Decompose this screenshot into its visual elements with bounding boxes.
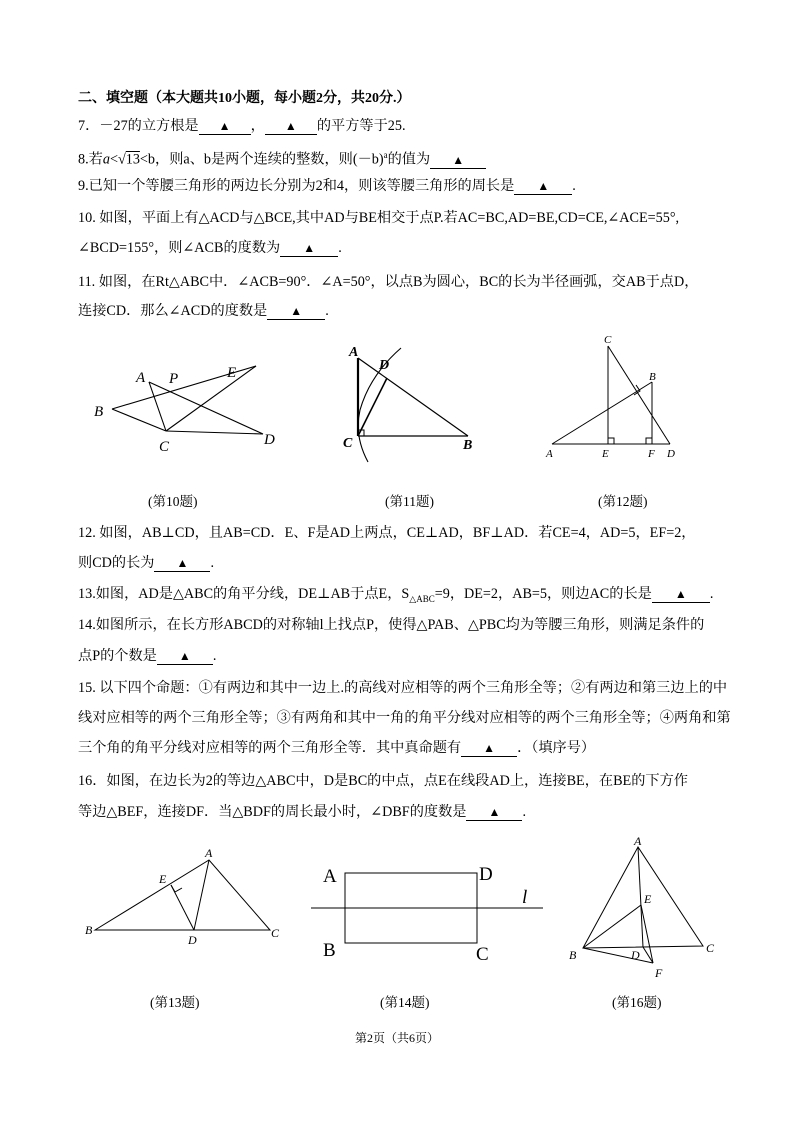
- q13-text-a: 13.如图，AD是△ABC的角平分线，DE⊥AB于点E，S: [78, 586, 410, 602]
- q15-answer-blank[interactable]: [461, 740, 517, 757]
- segment-bf: [583, 948, 653, 963]
- caption-figure-14: (第14题): [380, 995, 430, 1010]
- label-e: E: [644, 892, 652, 906]
- figure-16: [565, 835, 725, 985]
- label-b: B: [649, 371, 656, 383]
- q13-subscript: △ABC: [409, 593, 435, 604]
- q8-exponent: a: [383, 150, 388, 160]
- question-7: [78, 116, 406, 136]
- question-15-line-2: 线对应相等的两个三角形全等；③有两角和其中一角的角平分线对应相等的两个三角形全等；④两角和第: [78, 710, 731, 726]
- caption-figure-16: (第16题): [612, 995, 662, 1010]
- question-12-line-1: 12. 如图，AB⊥CD，且AB=CD．E、F是AD上两点，CE⊥AD，BF⊥AD．若CE=4，AD=5，EF=2，: [78, 525, 696, 541]
- q13-answer-blank[interactable]: [652, 586, 710, 603]
- label-a: A: [136, 370, 146, 386]
- question-14-line-2: [78, 646, 216, 666]
- question-16-line-1: 16．如图，在边长为2的等边△ABC中，D是BC的中点，点E在线段AD上，连接BE，在BE的下方作: [78, 773, 688, 789]
- q12-text-a: 则CD的长为: [78, 555, 155, 571]
- segment-ce: [166, 366, 256, 431]
- question-14-line-1: 14.如图所示，在长方形ABCD的对称轴l上找点P，使得△PAB、△PBC均为等腰三角形，则满足条件的: [78, 617, 705, 633]
- figure-13: [82, 845, 292, 950]
- blank-marker: ▲: [488, 805, 501, 819]
- q9-answer-blank[interactable]: [514, 178, 572, 195]
- label-a: A: [205, 846, 213, 860]
- segment-cd: [358, 378, 387, 436]
- blank-marker: ▲: [290, 304, 303, 318]
- label-b: B: [463, 438, 473, 453]
- blank-marker: ▲: [176, 556, 189, 570]
- question-13: [78, 584, 713, 609]
- segment-ad: [638, 847, 643, 947]
- q11-text-b: .: [325, 303, 329, 319]
- question-8: [78, 145, 486, 170]
- q8-text-c: <√: [109, 151, 126, 168]
- question-11-line-2: [78, 301, 329, 321]
- q11-text-a: 连接CD．那么∠ACD的度数是: [78, 303, 268, 319]
- q8-text-a: 8.若: [78, 151, 103, 168]
- question-12-line-2: [78, 553, 214, 573]
- label-d: D: [631, 948, 640, 962]
- label-a: A: [634, 834, 642, 848]
- question-10-line-1: 10. 如图，平面上有△ACD与△BCE,其中AD与BE相交于点P.若AC=BC,AD=BE,CD=CE,∠ACE=55°,: [78, 210, 680, 226]
- blank-marker: ▲: [483, 741, 496, 755]
- blank-marker: ▲: [178, 649, 191, 663]
- label-a: A: [323, 866, 337, 887]
- label-c: C: [604, 334, 612, 346]
- label-l: l: [522, 887, 528, 908]
- question-9: [78, 176, 576, 196]
- label-e: E: [159, 872, 167, 886]
- caption-figure-11: (第11题): [385, 494, 434, 509]
- label-d: D: [379, 358, 390, 373]
- figure-12: [540, 330, 690, 465]
- q11-answer-blank[interactable]: [267, 303, 325, 320]
- triangle-abc: [95, 860, 270, 930]
- q9-text-b: .: [572, 178, 576, 194]
- q7-answer-blank-1[interactable]: [199, 118, 251, 135]
- caption-figure-13: (第13题): [150, 995, 200, 1010]
- question-10-line-2: [78, 238, 342, 258]
- label-d: D: [667, 448, 675, 460]
- q10-text-b: .: [338, 240, 342, 256]
- question-16-line-2: [78, 802, 526, 822]
- q7-text-c: 的平方等于25.: [316, 118, 406, 134]
- label-f: F: [648, 448, 655, 460]
- blank-marker: ▲: [303, 241, 316, 255]
- caption-figure-10: (第10题): [148, 494, 198, 509]
- q13-text-b: =9，DE=2，AB=5，则边AC的长是: [434, 586, 652, 602]
- question-11-line-1: 11. 如图，在Rt△ABC中．∠ACB=90°．∠A=50°，以点B为圆心，BC的长为半径画弧，交AB于点D，: [78, 274, 699, 290]
- section-title: 二、填空题（本大题共10小题，每小题2分，共20分.）: [78, 91, 411, 106]
- q15-text-a: 三个角的角平分线对应相等的两个三角形全等．其中真命题有: [78, 740, 462, 756]
- figure-10: [90, 360, 290, 460]
- segment-bc: [112, 409, 166, 431]
- label-c: C: [271, 926, 280, 940]
- label-d: D: [264, 432, 275, 448]
- label-d: D: [188, 933, 197, 947]
- q10-answer-blank[interactable]: [280, 240, 338, 257]
- label-c: C: [476, 944, 489, 965]
- right-angle-e: [608, 438, 614, 444]
- label-d: D: [479, 864, 493, 885]
- label-c: C: [343, 436, 353, 451]
- q8-text-g: 的值为: [387, 151, 431, 168]
- q12-text-b: .: [210, 555, 215, 571]
- question-15-line-1: 15. 以下四个命题：①有两边和其中一边上.的高线对应相等的两个三角形全等；②有两边和第三边上的中: [78, 680, 728, 696]
- label-b: B: [323, 940, 336, 961]
- label-b: B: [85, 923, 93, 937]
- label-p: P: [169, 371, 179, 387]
- blank-marker: ▲: [452, 152, 465, 167]
- segment-ab: [358, 358, 468, 436]
- label-e: E: [227, 365, 237, 381]
- right-angle-e: [171, 885, 182, 892]
- page-footer: 第2页（共6页）: [354, 1031, 439, 1045]
- q14-answer-blank[interactable]: [157, 648, 213, 665]
- triangle-abc: [583, 847, 703, 948]
- segment-ad: [149, 382, 263, 434]
- segment-cd: [166, 431, 263, 434]
- q9-text-a: 9.已知一个等腰三角形的两边长分别为2和4，则该等腰三角形的周长是: [78, 178, 515, 194]
- q14-text-a: 点P的个数是: [78, 648, 157, 664]
- q8-radicand: 13: [125, 151, 140, 168]
- segment-ab: [552, 382, 652, 444]
- segment-be: [583, 905, 641, 948]
- right-angle-f: [646, 438, 652, 444]
- blank-marker: ▲: [537, 179, 550, 193]
- label-b: B: [94, 404, 104, 420]
- blank-marker: ▲: [218, 119, 231, 133]
- q16-text-b: .: [522, 804, 526, 820]
- q8-var-a: a: [102, 151, 110, 168]
- q8-answer-blank[interactable]: [430, 152, 486, 169]
- q7-answer-blank-2[interactable]: [265, 118, 317, 135]
- right-angle-cross: [634, 385, 640, 395]
- blank-marker: ▲: [674, 587, 687, 601]
- label-c: C: [706, 941, 715, 955]
- blank-marker: ▲: [284, 119, 297, 133]
- q14-text-b: .: [212, 648, 217, 664]
- label-f: F: [655, 966, 663, 980]
- q13-text-c: .: [709, 586, 714, 602]
- label-b: B: [569, 948, 577, 962]
- label-a: A: [349, 345, 359, 360]
- q7-text-a: 7．－27的立方根是: [78, 118, 199, 134]
- q16-answer-blank[interactable]: [466, 804, 522, 821]
- q7-text-b: ，: [250, 118, 265, 134]
- q12-answer-blank[interactable]: [154, 555, 210, 572]
- q15-text-b: ．（填序号）: [517, 740, 596, 756]
- q10-text-a: ∠BCD=155°，则∠ACB的度数为: [78, 240, 281, 256]
- figure-14: [305, 855, 555, 970]
- figure-11: [340, 340, 490, 470]
- question-15-line-3: [78, 738, 595, 758]
- caption-figure-12: (第12题): [598, 494, 648, 509]
- q16-text-a: 等边△BEF，连接DF．当△BDF的周长最小时，∠DBF的度数是: [78, 804, 467, 820]
- segment-ac: [149, 382, 166, 431]
- label-a: A: [546, 448, 553, 460]
- segment-ad: [194, 860, 209, 930]
- segment-cd: [608, 346, 670, 444]
- q8-text-e: <b，则a、b是两个连续的整数，则(－b): [139, 151, 384, 168]
- label-e: E: [602, 448, 609, 460]
- label-c: C: [159, 439, 170, 455]
